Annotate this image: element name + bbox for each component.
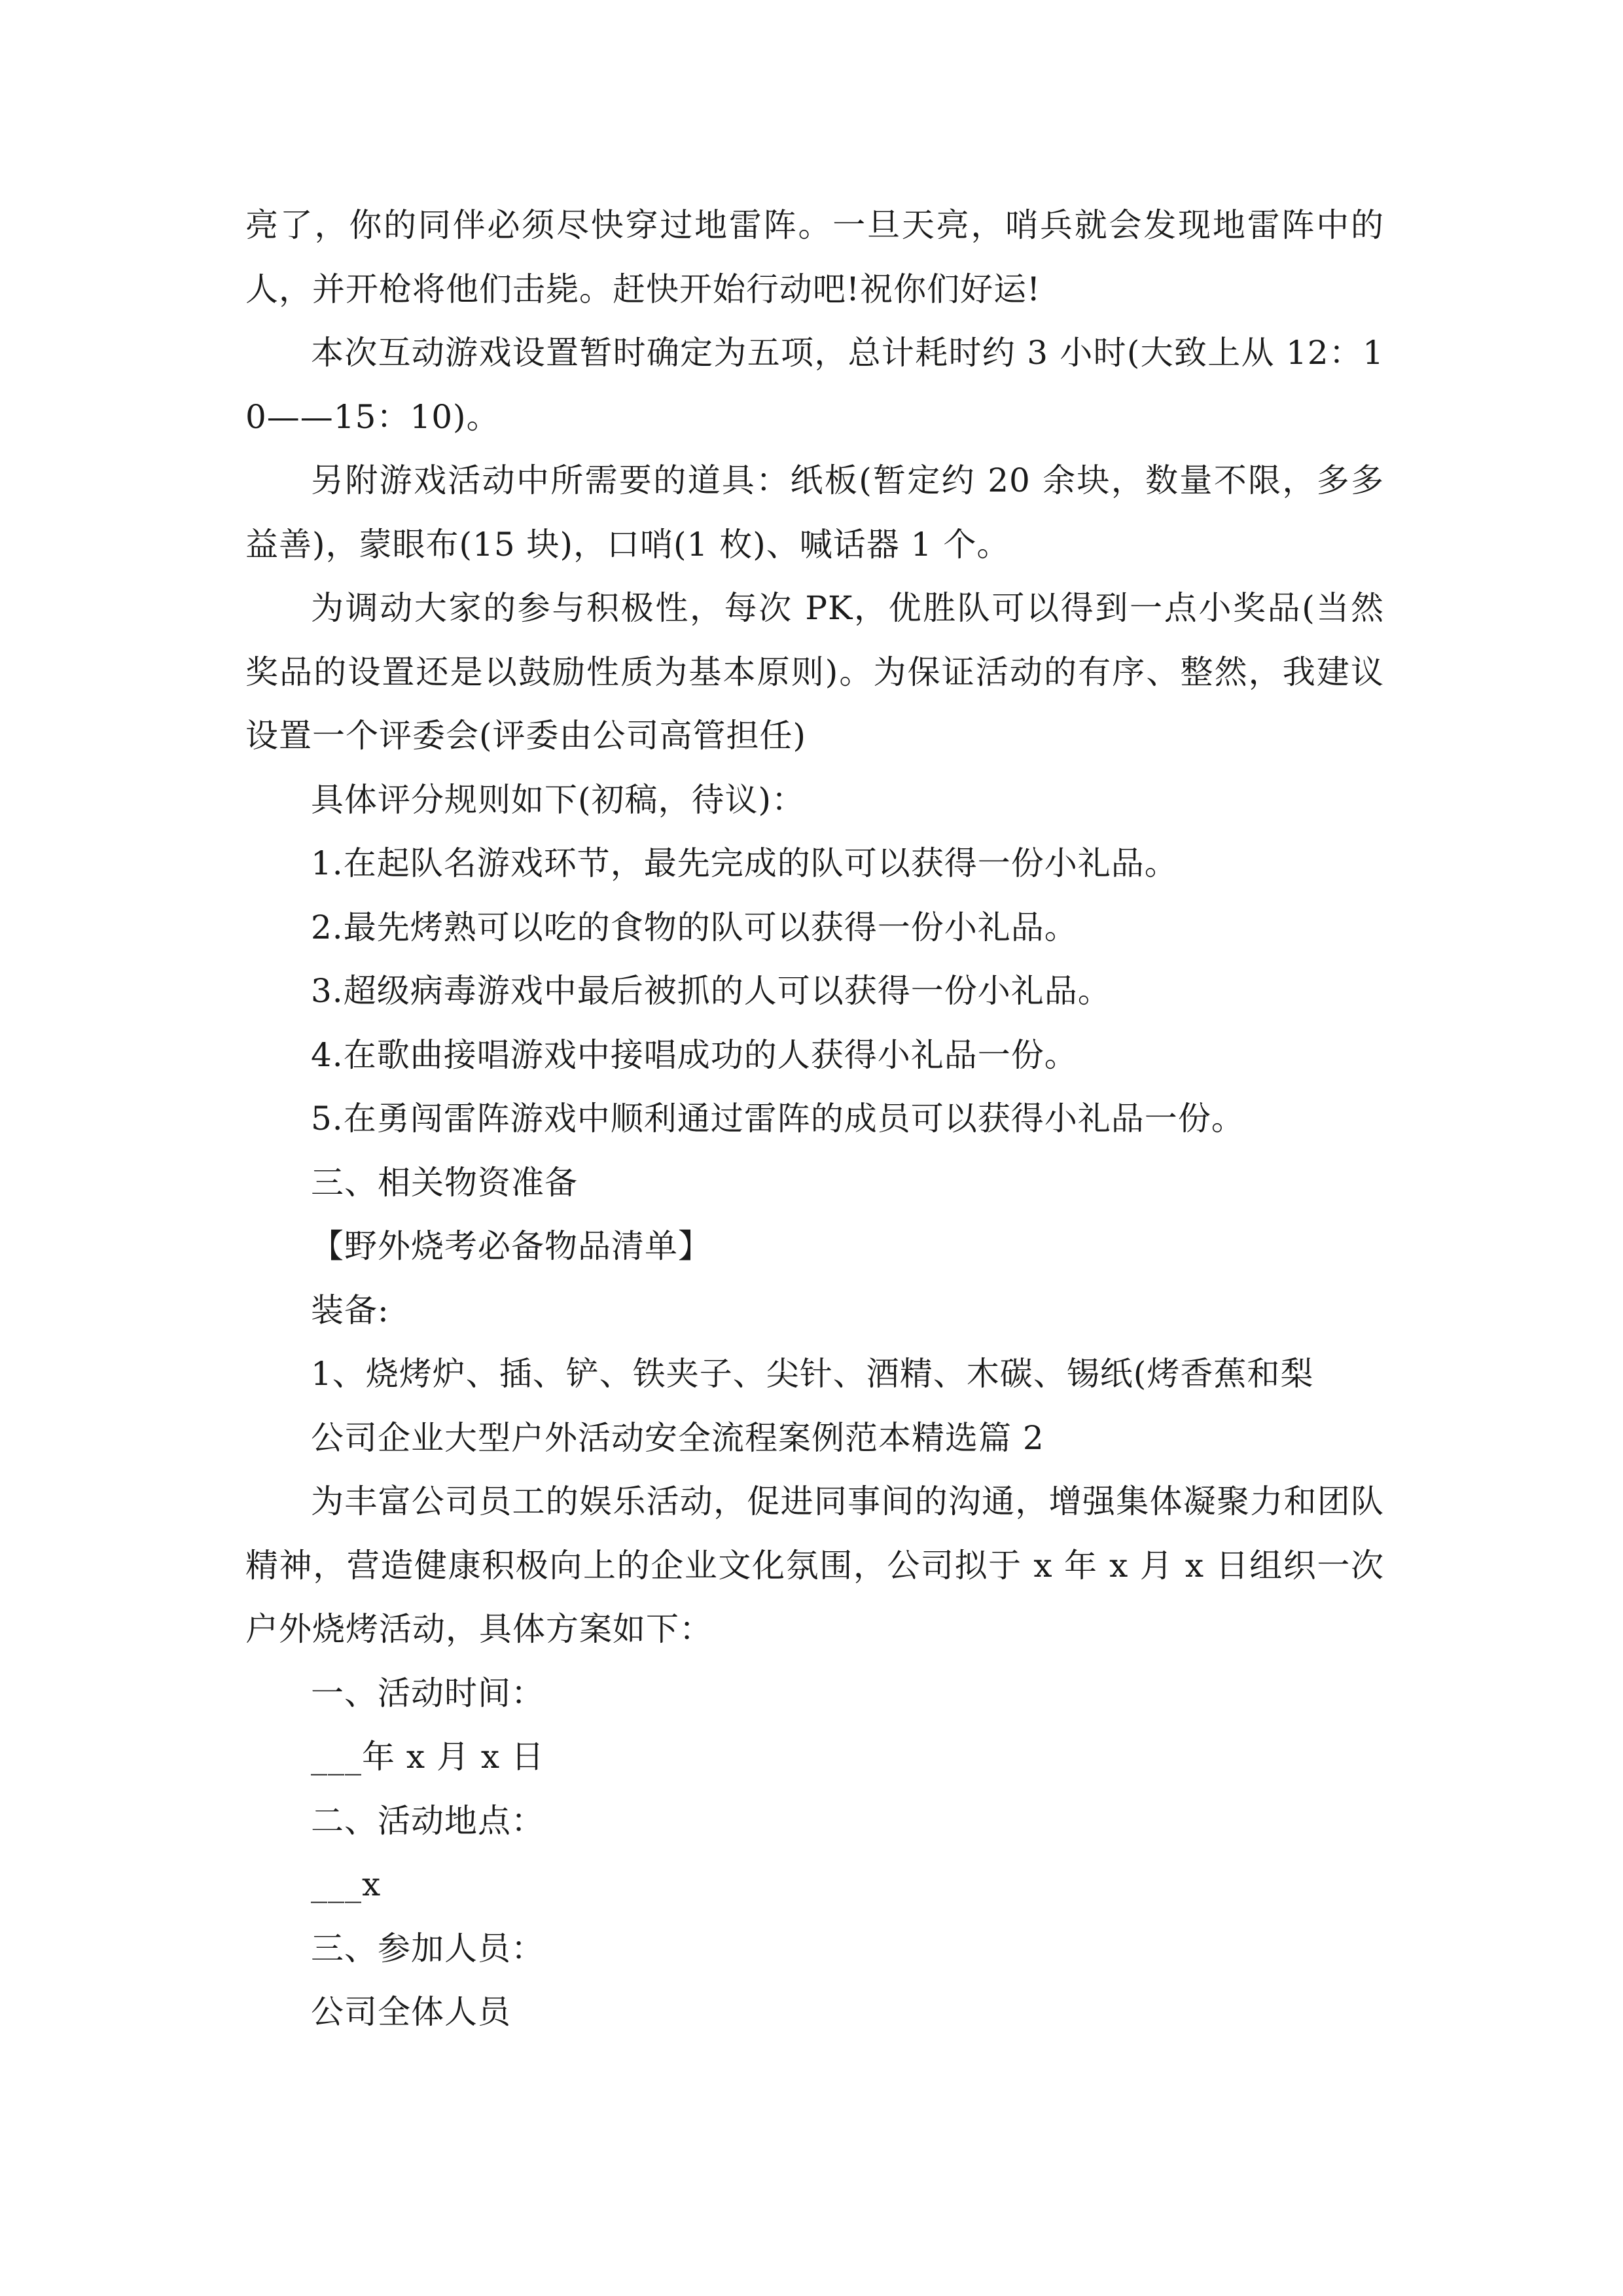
list-item: 5.在勇闯雷阵游戏中顺利通过雷阵的成员可以获得小礼品一份。 — [311, 1100, 1245, 1138]
article-title: 公司企业大型户外活动安全流程案例范本精选篇 2 — [311, 1418, 1044, 1457]
list-item: 4.在歌曲接唱游戏中接唱成功的人获得小礼品一份。 — [311, 1035, 1078, 1074]
paragraph: ___x — [311, 1865, 382, 1903]
paragraph: 另附游戏活动中所需要的道具：纸板(暂定约 20 余块，数量不限，多多益善)，蒙眼布(15 块)，口哨(1 枚)、喊话器 1 个。 — [245, 461, 1384, 564]
paragraph: 为丰富公司员工的娱乐活动，促进同事间的沟通，增强集体凝聚力和团队精神，营造健康积极向上的企业文化氛围，公司拟于 x 年 x 月 x 日组织一次户外烧烤活动，具体方案如下： — [245, 1482, 1384, 1648]
document-body — [245, 194, 1384, 2045]
paragraph: 亮了，你的同伴必须尽快穿过地雷阵。一旦天亮，哨兵就会发现地雷阵中的人，并开枪将他们击毙。赶快开始行动吧!祝你们好运! — [245, 206, 1384, 308]
section-heading: 三、参加人员： — [311, 1929, 544, 1967]
section-heading: 二、活动地点： — [311, 1801, 544, 1840]
list-item: 1.在起队名游戏环节，最先完成的队可以获得一份小礼品。 — [311, 844, 1178, 882]
paragraph: 本次互动游戏设置暂时确定为五项，总计耗时约 3 小时(大致上从 12：10——15：10)。 — [245, 334, 1384, 436]
paragraph: 装备: — [311, 1291, 389, 1329]
list-item: 2.最先烤熟可以吃的食物的队可以获得一份小礼品。 — [311, 908, 1078, 946]
paragraph: 为调动大家的参与积极性，每次 PK，优胜队可以得到一点小奖品(当然奖品的设置还是以鼓励性质为基本原则)。为保证活动的有序、整然，我建议设置一个评委会(评委由公司高管担任) — [245, 589, 1384, 755]
paragraph: 公司全体人员 — [311, 1993, 511, 2031]
section-heading: 一、活动时间： — [311, 1674, 544, 1712]
list-item: 3.超级病毒游戏中最后被抓的人可以获得一份小礼品。 — [311, 972, 1111, 1010]
paragraph: 具体评分规则如下(初稿，待议)： — [311, 780, 806, 819]
section-heading: 三、相关物资准备 — [311, 1163, 578, 1202]
paragraph: ___年 x 月 x 日 — [311, 1738, 544, 1776]
paragraph: 1、烧烤炉、插、铲、铁夹子、尖针、酒精、木碳、锡纸(烤香蕉和梨 — [311, 1355, 1314, 1393]
subheading: 【野外烧考必备物品清单】 — [311, 1227, 711, 1265]
